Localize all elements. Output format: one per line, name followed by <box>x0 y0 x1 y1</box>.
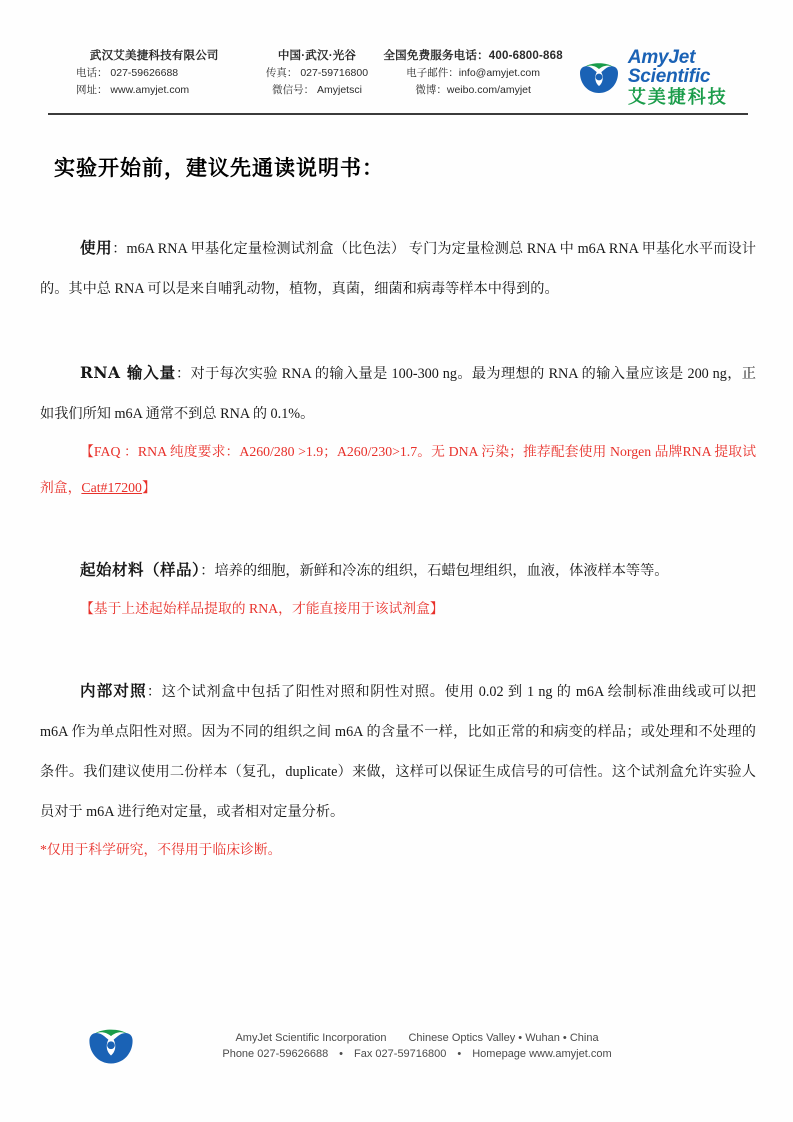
header-weibo: 微博：weibo.com/amyjet <box>415 84 531 96</box>
section-starting-material-text: ：培养的细胞，新鲜和冷冻的组织，石蜡包埋组织，血液，体液样本等等。 <box>200 563 669 579</box>
section-starting-material-note: 【基于上述起始样品提取的 RNA，才能直接用于该试剂盒】 <box>80 601 444 616</box>
section-starting-material-paragraph <box>40 550 756 591</box>
header-service-block <box>383 48 562 99</box>
header-brand-logo <box>577 48 748 106</box>
section-rna-input <box>40 353 756 506</box>
header-company-block <box>48 48 251 99</box>
amyjet-logo-icon <box>577 53 621 102</box>
section-rna-input-text: ：对于每次实验 RNA 的输入量是 100-300 ng。最为理想的 RNA 的输入量应该是 200 ng，正 如我们所知 m6A 通常不到总 RNA 的 0.1%。 <box>40 366 756 422</box>
section-rna-input-lead: RNA 输入量 <box>80 363 176 382</box>
spacer <box>40 309 756 353</box>
faq-text: 【FAQ ：RNA 纯度要求：A260/280 >1.9；A260/230>1.7。无 DNA 污染；推荐配套使用 Norgen 品牌RNA 提取试剂盒， <box>40 444 756 495</box>
section-internal-control-paragraph <box>40 671 756 832</box>
header-company-name: 武汉艾美捷科技有限公司 <box>89 50 219 62</box>
document-body <box>40 228 756 868</box>
amyjet-logo-wordmark <box>628 48 748 106</box>
header-hotline: 全国免费服务电话：400-6800-868 <box>383 50 563 62</box>
amyjet-logo-english: AmyJet Scientific <box>627 47 711 87</box>
spacer <box>40 506 756 550</box>
header-company-phone: 电话： 027-59626688 <box>76 67 179 79</box>
footer-line-2: Phone 027-59626688 • Fax 027-59716800 • Homepage www.amyjet.com <box>222 1047 612 1060</box>
section-starting-material <box>40 550 756 627</box>
header-company-website: 网址： www.amyjet.com <box>76 84 190 96</box>
amyjet-logo-chinese: 艾美捷科技 <box>627 87 728 107</box>
spacer <box>40 627 756 671</box>
catalog-number-link[interactable]: Cat#17200 <box>81 480 142 495</box>
header-divider <box>48 113 748 115</box>
section-usage-text: ：m6A RNA 甲基化定量检测试剂盒（比色法） 专门为定量检测总 RNA 中 m6A RNA 甲基化水平而设计的。其中总 RNA 可以是来自哺乳动物，植物，真菌，细菌和病毒等样本中得到的。 <box>40 241 756 297</box>
section-usage-paragraph <box>40 228 756 309</box>
page-footer <box>48 1018 748 1073</box>
header-fax: 传真： 027-59716800 <box>265 67 369 79</box>
section-internal-control <box>40 671 756 868</box>
section-internal-control-lead: 内部对照 <box>80 681 147 700</box>
page-header <box>48 48 748 110</box>
footer-line-1: AmyJet Scientific Incorporation Chinese Optics Valley • Wuhan • China <box>235 1031 599 1044</box>
faq-text-end: 】 <box>141 480 156 495</box>
page-title: 实验开始前，建议先通读说明书： <box>54 155 384 180</box>
footer-contact-info <box>144 1030 748 1062</box>
section-usage-lead: 使用 <box>80 238 113 257</box>
header-location-block <box>251 48 384 99</box>
research-use-only-note: *仅用于科学研究，不得用于临床诊断。 <box>40 842 282 857</box>
header-wechat: 微信号： Amyjetsci <box>272 84 362 96</box>
section-internal-control-text: ：这个试剂盒中包括了阳性对照和阴性对照。使用 0.02 到 1 ng 的 m6A 绘制标准曲线或可以把 m6A 作为单点阳性对照。因为不同的组织之间 m6A 的含量不一样，比如正常的和病变的样品；或处理和不处理的条件。我们建议使用二份样本（复孔，duplicate）来做，这样可以保证生成信号的可信性。这个试剂盒允许实验人员对于 m6A 进行绝对定量，或者相对定量分析。 <box>40 684 756 820</box>
section-rna-input-faq <box>40 434 756 506</box>
header-email: 电子邮件：info@amyjet.com <box>406 67 541 79</box>
header-location-name: 中国·武汉·光谷 <box>277 50 357 62</box>
footer-logo-icon <box>86 1018 144 1073</box>
section-usage <box>40 228 756 309</box>
section-rna-input-paragraph <box>40 353 756 434</box>
section-starting-material-lead: 起始材料（样品） <box>80 560 201 579</box>
